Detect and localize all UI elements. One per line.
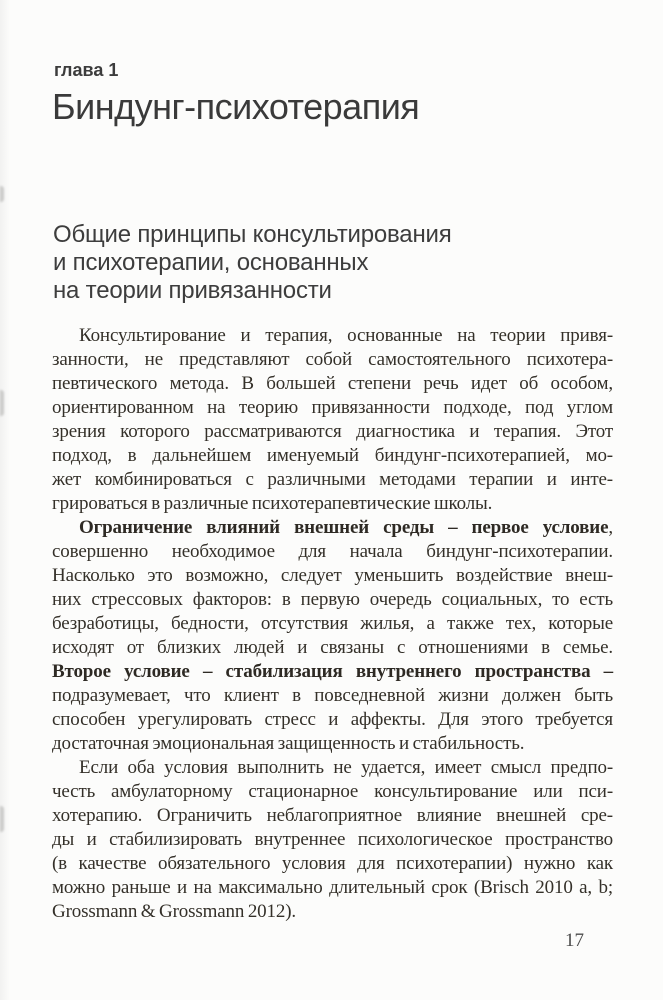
body-line: ориентированном на теорию привязанности подходе, под углом: [52, 397, 613, 418]
bold-phrase-second-condition: Второе условие – стабилизация внутреннего пространства –: [52, 661, 613, 682]
body-line: подход, в дальнейшем именуемый биндунг-психотерапией, мо-: [52, 445, 613, 466]
body-line: ды и стабилизировать внутреннее психологическое пространство: [52, 829, 613, 850]
body-line: совершенно необходимое для начала биндунг-психотерапии.: [52, 541, 613, 562]
page-number: 17: [565, 930, 584, 951]
body-line: грироваться в различные психотерапевтические школы.: [52, 493, 493, 514]
body-line: [52, 660, 613, 684]
body-line: способен урегулировать стресс и аффекты. Для этого требуется: [52, 709, 613, 730]
chapter-kicker: глава 1: [54, 60, 119, 80]
scan-artifact: [0, 390, 4, 416]
bold-phrase-tail: ,: [608, 517, 613, 538]
bold-phrase-first-condition: Ограничение влияний внешней среды – первое условие: [79, 517, 609, 538]
body-line: можно раньше и на максимально длительный срок (Brisch 2010 a, b;: [52, 877, 613, 898]
body-line: Консультирование и терапия, основанные на теории привя-: [79, 325, 613, 346]
body-line: (в качестве обязательного условия для психотерапии) нужно как: [52, 853, 613, 874]
body-line: подразумевает, что клиент в повседневной жизни должен быть: [52, 685, 613, 706]
section-heading: [53, 221, 452, 305]
body-line: хотерапию. Ограничить неблагоприятное влияние внешней сре-: [52, 805, 613, 826]
body-line: зрения которого рассматриваются диагностика и терапия. Этот: [52, 421, 613, 442]
body-line: Grossmann & Grossmann 2012).: [52, 901, 297, 922]
body-line: Если оба условия выполнить не удается, имеет смысл предпо-: [79, 757, 613, 778]
body-line: занности, не представляют собой самостоятельного психотера-: [52, 349, 613, 370]
section-heading-line: на теории привязанности: [53, 277, 332, 304]
body-line: достаточная эмоциональная защищенность и стабильность.: [52, 733, 525, 754]
body-line: жет комбинироваться с различными методами терапии и инте-: [52, 469, 613, 490]
section-heading-line: Общие принципы консультирования: [53, 221, 452, 248]
body-line: певтического метода. В большей степени речь идет об особом,: [52, 373, 613, 394]
scan-artifact: [0, 806, 4, 832]
body-line: честь амбулаторному стационарное консультирование или пси-: [52, 781, 613, 802]
body-line: [52, 516, 613, 540]
body-line: Насколько это возможно, следует уменьшить воздействие внеш-: [52, 565, 613, 586]
body-line: безработицы, бедности, отсутствия жилья, а также тех, которые: [52, 613, 613, 634]
chapter-title: Биндунг-психотерапия: [52, 86, 420, 127]
body-line: них стрессовых факторов: в первую очередь социальных, то есть: [52, 589, 613, 610]
body-text: [52, 324, 613, 924]
scan-artifact: [0, 186, 4, 202]
section-heading-line: и психотерапии, основанных: [53, 249, 369, 276]
body-line: исходят от близких людей и связаны с отношениями в семье.: [52, 637, 613, 658]
